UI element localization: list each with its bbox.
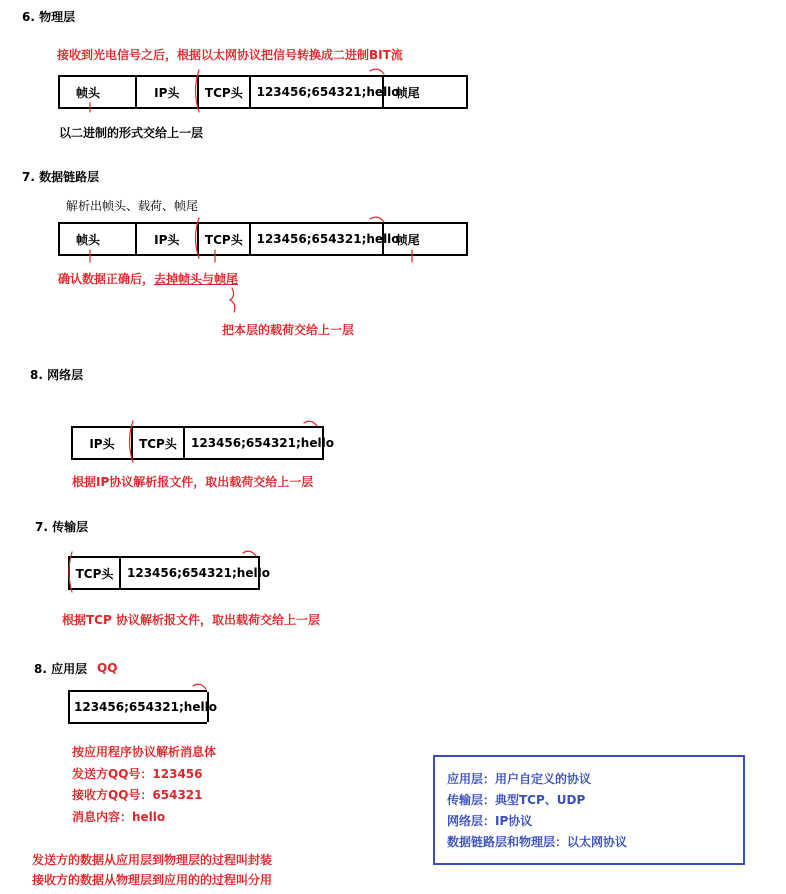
data-link-frame <box>58 222 468 256</box>
physical-layer-note: 接收到光电信号之后，根据以太网协议把信号转换成二进制BIT流 <box>57 48 403 62</box>
payload-cell: 123456;654321;hello <box>185 428 324 458</box>
summary-line: 网络层：IP协议 <box>447 814 533 828</box>
section-title-physical-layer: 6. 物理层 <box>22 10 76 24</box>
section-title-data-link-layer: 7. 数据链路层 <box>22 170 100 184</box>
protocol-summary-box <box>433 755 745 865</box>
summary-line: 传输层：典型TCP、UDP <box>447 793 586 807</box>
transport-layer-segment <box>68 556 270 590</box>
section-title-application-layer: 8. 应用层 <box>34 662 88 676</box>
frame-trailer-cell: 帧尾 <box>384 77 468 107</box>
payload-cell: 123456;654321;hello <box>251 77 384 107</box>
section-title-transport-layer: 7. 传输层 <box>35 520 89 534</box>
data-link-note <box>58 270 238 287</box>
tcp-header-cell: TCP头 <box>70 558 121 588</box>
physical-layer-frame <box>58 75 468 109</box>
network-layer-packet <box>71 426 334 460</box>
payload-arc-mark <box>193 684 206 689</box>
application-message <box>68 690 217 724</box>
data-link-note-underlined: 去掉帧头与帧尾 <box>154 272 239 286</box>
footer-encapsulation-note: 发送方的数据从应用层到物理层的过程叫封装 <box>32 853 273 867</box>
transport-layer-note: 根据TCP 协议解析报文件，取出载荷交给上一层 <box>62 613 320 627</box>
payload-cell: 123456;654321;hello <box>70 692 209 722</box>
physical-layer-bottom-note: 以二进制的形式交给上一层 <box>59 126 204 140</box>
frame-trailer-cell: 帧尾 <box>384 224 468 254</box>
summary-line: 应用层：用户自定义的协议 <box>447 772 592 786</box>
payload-cell: 123456;654321;hello <box>251 224 384 254</box>
summary-line: 数据链路层和物理层：以太网协议 <box>447 835 628 849</box>
ip-header-cell: IP头 <box>73 428 133 458</box>
frame-header-cell: 帧头 <box>60 77 137 107</box>
payload-arc-mark <box>370 69 384 74</box>
ip-header-cell: IP头 <box>137 77 200 107</box>
payload-cell: 123456;654321;hello <box>121 558 260 588</box>
application-tag: QQ <box>97 661 118 675</box>
network-layer-note: 根据IP协议解析报文件，取出载荷交给上一层 <box>72 475 314 489</box>
data-link-subtitle: 解析出帧头、载荷、帧尾 <box>66 199 199 213</box>
data-link-handoff-note: 把本层的载荷交给上一层 <box>222 323 355 337</box>
ip-header-cell: IP头 <box>137 224 200 254</box>
application-detail: 按应用程序协议解析消息体 <box>72 745 217 759</box>
section-title-network-layer: 8. 网络层 <box>30 368 84 382</box>
frame-header-cell: 帧头 <box>60 224 137 254</box>
arrow-down-mark <box>230 288 235 312</box>
data-link-note-prefix: 确认数据正确后， <box>58 272 155 286</box>
tcp-header-cell: TCP头 <box>199 77 251 107</box>
application-detail: 消息内容：hello <box>72 810 166 824</box>
tcp-header-cell: TCP头 <box>133 428 185 458</box>
footer-demultiplexing-note: 接收方的数据从物理层到应用的的过程叫分用 <box>32 873 273 887</box>
application-detail: 接收方QQ号：654321 <box>72 788 203 802</box>
application-detail: 发送方QQ号：123456 <box>72 767 203 781</box>
tcp-header-cell: TCP头 <box>199 224 251 254</box>
